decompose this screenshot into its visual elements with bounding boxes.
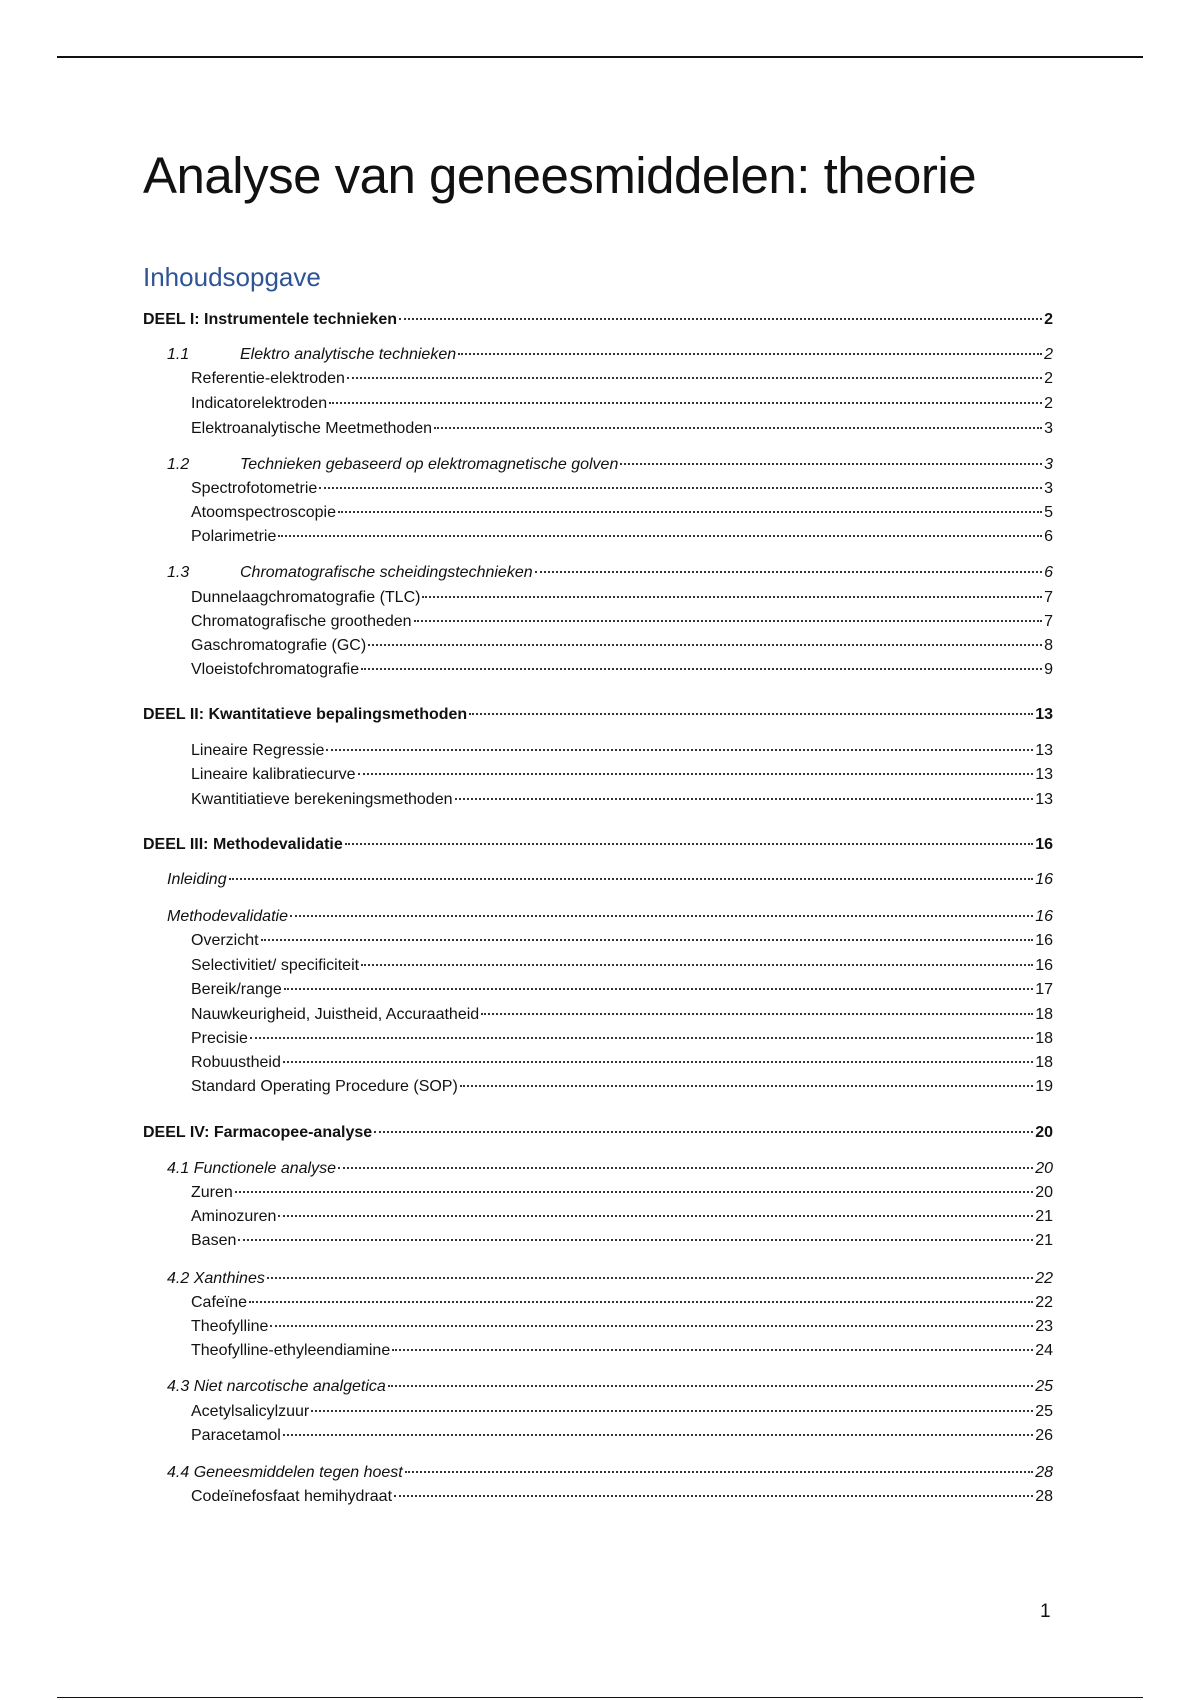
toc-entry-level-2[interactable] (167, 454, 1053, 476)
toc-entry-label (167, 906, 288, 928)
toc-entry-text: Overzicht (191, 932, 259, 949)
toc-entry-text: Chromatografische grootheden (191, 613, 412, 630)
toc-entry-label (167, 869, 227, 891)
toc-entry-text: Codeïnefosfaat hemihydraat (191, 1488, 393, 1505)
toc-entry-page: 3 (1044, 480, 1053, 497)
toc-leader-dots (329, 402, 1042, 404)
toc-entry-text: Elektroanalytische Meetmethoden (191, 420, 433, 437)
toc-entry-level-3[interactable] (191, 478, 1053, 500)
toc-entry-text: Atoomspectroscopie (191, 504, 336, 521)
toc-entry-number: 1.1 (167, 346, 190, 363)
toc-leader-dots (278, 535, 1042, 537)
toc-entry-text: DEEL III: Methodevalidatie (143, 836, 343, 853)
toc-entry-page: 20 (1035, 1184, 1053, 1201)
toc-leader-dots (358, 773, 1034, 775)
toc-entry-page: 25 (1035, 1403, 1053, 1420)
toc-entry-level-3[interactable] (191, 502, 1053, 524)
toc-entry-label (191, 1182, 233, 1204)
toc-entry-page: 26 (1035, 1427, 1053, 1444)
toc-entry-level-2[interactable] (167, 562, 1053, 584)
toc-leader-dots (290, 915, 1033, 917)
toc-entry-label (191, 418, 432, 440)
toc-entry-page: 20 (1035, 1124, 1053, 1141)
toc-entry-text: Methodevalidatie (167, 908, 288, 925)
toc-entry-label (167, 454, 618, 476)
toc-entry-text: Spectrofotometrie (191, 480, 318, 497)
toc-leader-dots (374, 1131, 1033, 1133)
toc-entry-text: Gaschromatografie (GC) (191, 637, 367, 654)
toc-entry-level-3[interactable] (191, 1052, 1053, 1074)
toc-entry-page: 25 (1035, 1378, 1053, 1395)
toc-leader-dots (469, 713, 1033, 715)
toc-entry-level-3[interactable] (191, 1340, 1053, 1362)
toc-entry-level-1[interactable] (143, 834, 1053, 856)
toc-leader-dots (394, 1495, 1033, 1497)
toc-entry-level-3[interactable] (191, 1486, 1053, 1508)
toc-entry-level-3[interactable] (191, 1230, 1053, 1252)
toc-entry-level-3[interactable] (191, 1316, 1053, 1338)
toc-leader-dots (283, 1434, 1033, 1436)
toc-entry-level-3[interactable] (191, 1182, 1053, 1204)
toc-entry-page: 21 (1035, 1208, 1053, 1225)
toc-entry-text: Referentie-elektroden (191, 370, 345, 387)
toc-leader-dots (455, 798, 1034, 800)
toc-entry-page: 13 (1035, 791, 1053, 808)
toc-entry-label (167, 1376, 386, 1398)
toc-entry-level-3[interactable] (191, 611, 1053, 633)
toc-entry-label (167, 1462, 403, 1484)
toc-entry-text: DEEL II: Kwantitatieve bepalingsmethoden (143, 706, 468, 723)
toc-entry-page: 16 (1035, 957, 1053, 974)
toc-entry-label (191, 789, 453, 811)
toc-leader-dots (347, 377, 1042, 379)
toc-entry-level-3[interactable] (191, 368, 1053, 390)
toc-entry-page: 16 (1035, 836, 1053, 853)
toc-entry-level-3[interactable] (191, 1401, 1053, 1423)
toc-entry-label (143, 834, 343, 856)
toc-entry-page: 3 (1044, 456, 1053, 473)
toc-entry-level-3[interactable] (191, 635, 1053, 657)
toc-heading: Inhoudsopgave (143, 262, 321, 292)
page-number: 1 (1040, 1601, 1051, 1622)
toc-entry-label (191, 1316, 268, 1338)
toc-entry-number: 1.2 (167, 456, 190, 473)
toc-leader-dots (392, 1349, 1033, 1351)
toc-entry-label (191, 1206, 276, 1228)
toc-entry-label (191, 1028, 248, 1050)
toc-leader-dots (361, 668, 1042, 670)
toc-entry-level-3[interactable] (191, 1028, 1053, 1050)
toc-entry-label (191, 1425, 281, 1447)
toc-entry-text: 4.4 Geneesmiddelen tegen hoest (167, 1464, 403, 1481)
toc-entry-text: Lineaire kalibratiecurve (191, 766, 356, 783)
toc-entry-text: Cafeïne (191, 1294, 248, 1311)
toc-entry-page: 2 (1044, 395, 1053, 412)
toc-leader-dots (481, 1013, 1033, 1015)
toc-entry-text: Robuustheid (191, 1054, 281, 1071)
toc-entry-label (191, 502, 336, 524)
toc-entry-label (191, 635, 366, 657)
toc-leader-dots (267, 1277, 1033, 1279)
toc-entry-level-2[interactable] (167, 1268, 1053, 1290)
footer-rule (57, 1697, 1143, 1698)
toc-entry-level-2[interactable] (167, 869, 1053, 891)
toc-leader-dots (414, 620, 1043, 622)
toc-entry-text: Technieken gebaseerd op elektromagnetische golven (240, 456, 619, 473)
toc-entry-label (143, 309, 397, 331)
toc-entry-page: 21 (1035, 1232, 1053, 1249)
toc-entry-page: 16 (1035, 908, 1053, 925)
toc-entry-text: Selectivitiet/ specificiteit (191, 957, 360, 974)
toc-entry-text: Indicatorelektroden (191, 395, 328, 412)
toc-entry-page: 16 (1035, 871, 1053, 888)
toc-leader-dots (326, 749, 1033, 751)
toc-leader-dots (311, 1410, 1033, 1412)
toc-entry-text: Paracetamol (191, 1427, 281, 1444)
toc-entry-page: 9 (1044, 661, 1053, 678)
toc-entry-text: Basen (191, 1232, 237, 1249)
toc-entry-level-3[interactable] (191, 659, 1053, 681)
toc-entry-label (191, 1486, 392, 1508)
toc-entry-level-3[interactable] (191, 393, 1053, 415)
toc-entry-page: 22 (1035, 1294, 1053, 1311)
toc-entry-level-3[interactable] (191, 764, 1053, 786)
toc-entry-page: 16 (1035, 932, 1053, 949)
toc-leader-dots (338, 1167, 1033, 1169)
toc-entry-label (191, 1052, 281, 1074)
toc-entry-level-3[interactable] (191, 1292, 1053, 1314)
toc-entry-page: 7 (1044, 613, 1053, 630)
toc-entry-level-1[interactable] (143, 704, 1053, 726)
toc-entry-level-2[interactable] (167, 344, 1053, 366)
toc-entry-label (191, 659, 359, 681)
toc-entry-level-3[interactable] (191, 526, 1053, 548)
toc-entry-label (191, 979, 282, 1001)
toc-entry-label (191, 393, 327, 415)
toc-entry-label (191, 1230, 236, 1252)
toc-entry-text: DEEL IV: Farmacopee-analyse (143, 1124, 373, 1141)
toc-entry-label (167, 344, 456, 366)
toc-entry-label (191, 1004, 479, 1026)
toc-leader-dots (422, 596, 1042, 598)
toc-entry-label (167, 1158, 336, 1180)
toc-entry-level-3[interactable] (191, 1425, 1053, 1447)
toc-entry-text: Bereik/range (191, 981, 282, 998)
toc-entry-text: Kwantitiatieve berekeningsmethoden (191, 791, 453, 808)
toc-entry-page: 28 (1035, 1488, 1053, 1505)
toc-entry-level-2[interactable] (167, 1158, 1053, 1180)
toc-leader-dots (368, 644, 1042, 646)
toc-entry-label (191, 955, 359, 977)
toc-entry-page: 3 (1044, 420, 1053, 437)
toc-entry-text: Standard Operating Procedure (SOP) (191, 1078, 458, 1095)
toc-leader-dots (261, 939, 1034, 941)
toc-leader-dots (270, 1325, 1033, 1327)
toc-entry-text: Vloeistofchromatografie (191, 661, 360, 678)
toc-leader-dots (284, 988, 1033, 990)
toc-entry-page: 13 (1035, 766, 1053, 783)
toc-leader-dots (238, 1239, 1033, 1241)
toc-entry-page: 13 (1035, 742, 1053, 759)
toc-entry-label (191, 478, 317, 500)
toc-entry-level-2[interactable] (167, 906, 1053, 928)
toc-entry-page: 5 (1044, 504, 1053, 521)
toc-entry-level-3[interactable] (191, 930, 1053, 952)
toc-leader-dots (338, 511, 1042, 513)
toc-entry-page: 20 (1035, 1160, 1053, 1177)
toc-entry-text: Elektro analytische technieken (240, 346, 457, 363)
toc-entry-text: Aminozuren (191, 1208, 277, 1225)
toc-leader-dots (345, 843, 1033, 845)
toc-leader-dots (235, 1191, 1033, 1193)
toc-entry-text: Theofylline-ethyleendiamine (191, 1342, 391, 1359)
toc-entry-level-2[interactable] (167, 1462, 1053, 1484)
toc-entry-page: 18 (1035, 1006, 1053, 1023)
toc-entry-text: Dunnelaagchromatografie (TLC) (191, 589, 421, 606)
toc-entry-label (191, 587, 420, 609)
toc-leader-dots (319, 487, 1042, 489)
toc-leader-dots (388, 1385, 1033, 1387)
toc-entry-page: 28 (1035, 1464, 1053, 1481)
toc-entry-page: 19 (1035, 1078, 1053, 1095)
toc-leader-dots (405, 1471, 1033, 1473)
toc-entry-level-1[interactable] (143, 1122, 1053, 1144)
toc-leader-dots (460, 1085, 1033, 1087)
toc-entry-text: 4.3 Niet narcotische analgetica (167, 1378, 386, 1395)
toc-entry-page: 24 (1035, 1342, 1053, 1359)
toc-entry-text: Polarimetrie (191, 528, 277, 545)
toc-entry-label (167, 1268, 265, 1290)
toc-entry-label (191, 526, 276, 548)
toc-entry-level-3[interactable] (191, 1206, 1053, 1228)
toc-entry-text: Acetylsalicylzuur (191, 1403, 310, 1420)
toc-entry-page: 6 (1044, 528, 1053, 545)
toc-entry-page: 7 (1044, 589, 1053, 606)
toc-entry-page: 23 (1035, 1318, 1053, 1335)
toc-entry-label (191, 1076, 458, 1098)
toc-entry-page: 2 (1044, 346, 1053, 363)
toc-entry-text: 4.2 Xanthines (167, 1270, 265, 1287)
toc-entry-text: Theofylline (191, 1318, 269, 1335)
toc-leader-dots (229, 878, 1034, 880)
toc-entry-level-3[interactable] (191, 789, 1053, 811)
toc-entry-page: 22 (1035, 1270, 1053, 1287)
toc-entry-level-3[interactable] (191, 955, 1053, 977)
toc-entry-text: Zuren (191, 1184, 233, 1201)
document-title: Analyse van geneesmiddelen: theorie (143, 147, 977, 204)
toc-leader-dots (283, 1061, 1033, 1063)
toc-entry-label (143, 704, 467, 726)
toc-leader-dots (250, 1037, 1033, 1039)
toc-entry-page: 2 (1044, 311, 1053, 328)
toc-leader-dots (399, 318, 1042, 320)
toc-entry-text: Nauwkeurigheid, Juistheid, Accuraatheid (191, 1006, 480, 1023)
toc-entry-text: Inleiding (167, 871, 227, 888)
toc-entry-page: 2 (1044, 370, 1053, 387)
toc-entry-label (191, 740, 324, 762)
toc-entry-label (191, 611, 412, 633)
toc-entry-text: 4.1 Functionele analyse (167, 1160, 336, 1177)
toc-entry-label (191, 764, 356, 786)
toc-entry-level-3[interactable] (191, 587, 1053, 609)
toc-entry-level-3[interactable] (191, 418, 1053, 440)
toc-entry-level-3[interactable] (191, 740, 1053, 762)
toc-leader-dots (361, 964, 1033, 966)
toc-entry-text: DEEL I: Instrumentele technieken (143, 311, 397, 328)
toc-entry-text: Precisie (191, 1030, 248, 1047)
toc-entry-label (191, 1401, 309, 1423)
toc-entry-label (191, 930, 259, 952)
toc-entry-page: 8 (1044, 637, 1053, 654)
toc-leader-dots (249, 1301, 1033, 1303)
toc-entry-label (143, 1122, 372, 1144)
toc-entry-page: 17 (1035, 981, 1053, 998)
toc-entry-page: 18 (1035, 1054, 1053, 1071)
toc-entry-page: 6 (1044, 564, 1053, 581)
toc-entry-level-3[interactable] (191, 1076, 1053, 1098)
toc-entry-level-2[interactable] (167, 1376, 1053, 1398)
toc-entry-text: Chromatografische scheidingstechnieken (240, 564, 533, 581)
toc-leader-dots (535, 571, 1042, 573)
toc-entry-label (191, 1340, 390, 1362)
toc-entry-label (191, 1292, 247, 1314)
toc-entry-level-3[interactable] (191, 979, 1053, 1001)
toc-leader-dots (620, 463, 1042, 465)
toc-entry-text: Lineaire Regressie (191, 742, 325, 759)
toc-entry-page: 13 (1035, 706, 1053, 723)
toc-leader-dots (434, 427, 1042, 429)
toc-entry-page: 18 (1035, 1030, 1053, 1047)
toc-entry-label (167, 562, 533, 584)
toc-leader-dots (278, 1215, 1033, 1217)
toc-entry-label (191, 368, 345, 390)
toc-entry-number: 1.3 (167, 564, 190, 581)
toc-leader-dots (458, 353, 1042, 355)
toc-entry-level-1[interactable] (143, 309, 1053, 331)
toc-entry-level-3[interactable] (191, 1004, 1053, 1026)
